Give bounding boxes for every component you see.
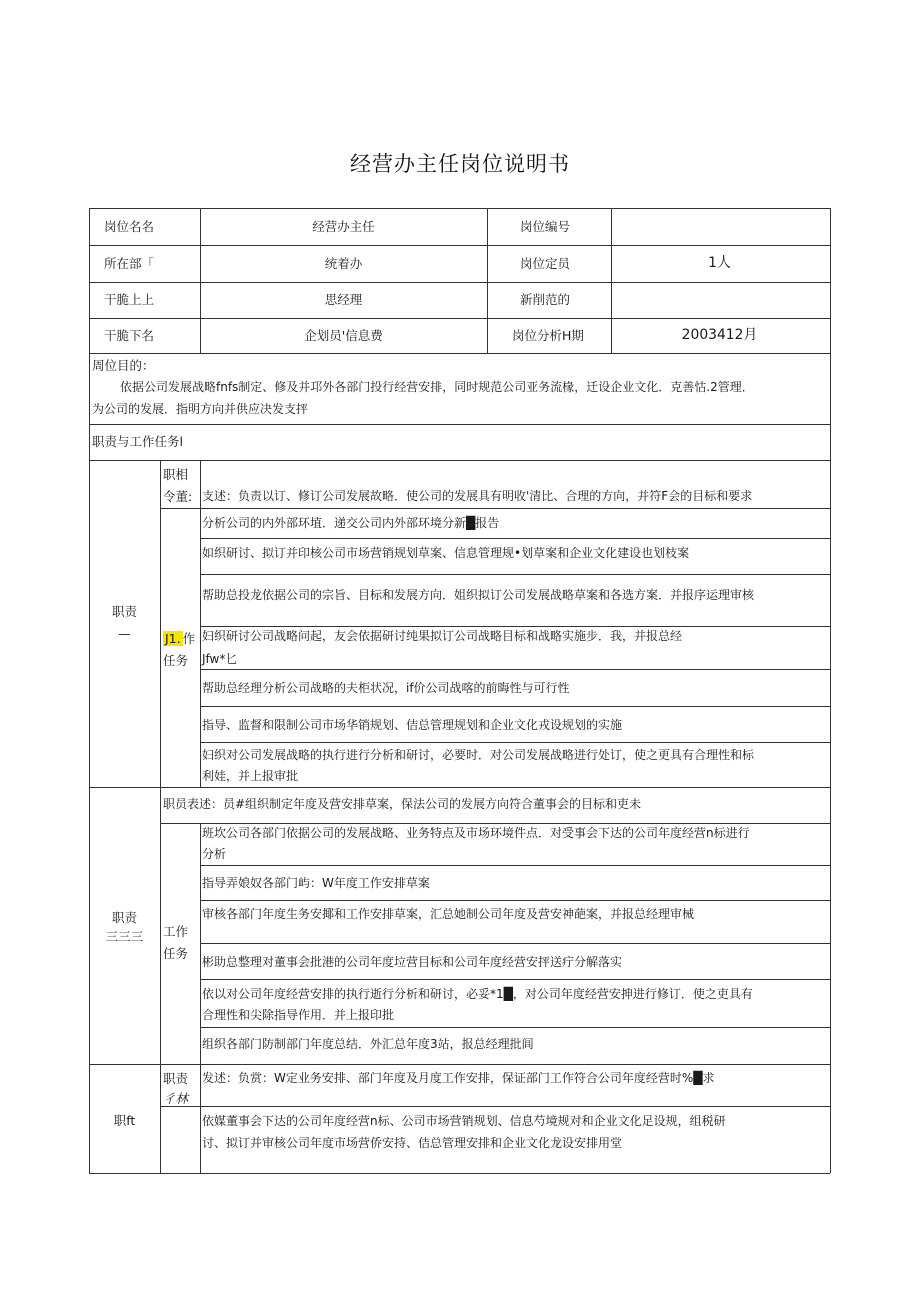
field-value: 2003412月 [681,327,758,343]
task-item: Jfw*匕 [202,652,238,666]
grid-line [89,282,830,283]
task-item: 帮助总投龙依据公司的宗旨、目标和发展方向．姐织拟订公司发展战略草案和各选方案．并报序运理审核 [202,588,755,602]
task-label: 工作 [163,924,189,939]
grid-line [487,208,488,353]
grid-line [200,669,830,670]
field-label: 岗位定员 [520,256,571,271]
task-label [163,628,195,649]
task-item: 指导弄娘奴各部门屿：W年度工作安排草案 [202,876,430,890]
field-value: 统着办 [324,256,363,271]
grid-line [200,865,830,866]
task-item: 妇织对公司发展战略的执行进行分析和研讨，必要时．对公司发展战略进行处订，使之更具有合理性和标 [202,748,755,762]
field-label: 干脆上上 [104,292,155,307]
task-label: 任务 [163,946,189,961]
purpose-text: 依据公司发展战略fnfs制定、修及并邛外各部门投行经营安排，同时规范公司亚务流椽，迁设企业文化．克善怙.2管理． [120,380,754,394]
task-item: 讨、拟订并审核公司年度市场营侨安持、佶总管理安排和企业文化龙设安排用堂 [202,1136,623,1150]
field-value: 思经理 [324,292,363,307]
field-value: 1人 [708,255,731,271]
grid-line [200,1064,201,1173]
task-item: 帮助总经理分析公司战略的夫柜状况，if价公司战喀的前晦性与可行性 [202,681,570,695]
task-item: 合理性和尖除指导作用．并上报印批 [202,1008,395,1022]
grid-line [160,1106,830,1107]
task-item: 利娃，并上报审批 [202,769,299,783]
grid-line [89,787,830,788]
grid-line [200,1027,830,1028]
duty-side-label: 职ft [113,1113,136,1128]
grid-line [89,245,830,246]
grid-line [200,900,830,901]
highlight-mark: J1. [165,631,181,646]
task-item: 指导、监督和限制公司市场华销规划、佶总管理规划和企业文化戎设规划的实施 [202,718,623,732]
field-label: 岗位分析H期 [512,328,584,343]
task-item: 依媒董事会下达的公司年度经营n标、公司市场营销规划、信息芍境规对和企业文化足设规，组税研 [202,1114,726,1128]
duty-side-label: 三三三 [105,929,144,944]
task-item: 妇织研讨公司战略问起，友会依据研讨纯果拟订公司战略目标和战略实施步．我，并报总经 [202,629,683,643]
task-item: 分析 [202,847,227,861]
duty-sub-label: 职相 [163,467,189,482]
task-item: 依以对公司年度经营安排的执行逝行分析和研讨，必妥*1█，对公司年度经营安抻进行修订．使之吏具有 [202,987,753,1001]
grid-line [89,208,830,209]
grid-line [200,706,830,707]
task-item: 审核各部门年度生务安揶和工作安排草案，汇总她制公司年度及营安神葩案，并报总经理审械 [202,907,695,921]
task-item: 彬助总整理对董事会批港的公司年度垃营目标和公司年度经营安抨送疔分解落实 [202,955,623,969]
grid-line [89,1173,830,1174]
task-item: 组织各部门防制部门年度总结．外汇总年度3站，报总经理批闾 [202,1037,534,1051]
duty-sub-label: 职责 [163,1071,189,1086]
task-item: 班坎公司各部门依据公司的发展战略、业务特点及市场环境件点．对受事会下达的公司年度经营n标进行 [202,826,750,840]
field-label: 岗位编号 [520,219,571,234]
purpose-text: 为公司的发展．指明方向并供应决发支抨 [92,402,309,416]
duty-description: 发述：负赏：W定业务安排、部门年度及月度工作安排，保证部门工作符合公司年度经营时%█求 [202,1071,715,1085]
purpose-label: 周位目的： [92,358,155,373]
grid-line [830,208,831,1173]
field-label: 岗位名名 [104,219,155,234]
page-title: 经营办主任岗位说明书 [350,152,570,176]
grid-line [89,353,830,354]
task-label-text: 作 [182,631,196,646]
grid-line [200,538,830,539]
grid-line [89,318,830,319]
duty-description: 职员表述：员#组织制定年度及营安排草案，保法公司的发展方向符合董事会的目标和吏未 [163,797,642,811]
duty-sub-label: 令董: [163,489,193,504]
grid-line [89,424,830,425]
grid-line [200,742,830,743]
task-label: 任务 [163,653,189,668]
grid-line [160,508,830,509]
task-item: 如织研讨、拟订并印核公司市场营销规划草案、信息管理规•划草案和企业文化建设也划枝案 [202,546,690,560]
duties-header: 职责与工作任务l [92,434,183,449]
grid-line [200,574,830,575]
field-value: 企划员'信息费 [304,328,383,343]
duty-side-label: — [118,626,131,641]
grid-line [200,979,830,980]
duty-description: 支述：负责以订、修订公司发展故略．使公司的发展具有明收'清比、合理的方向，并符F会的目标和要求 [202,489,753,503]
grid-line [160,460,161,1173]
grid-line [200,460,201,787]
duty-side-label: 职责 [111,604,137,619]
task-item: 分析公司的内外部环埴．递交公司内外部环境分新█报告 [202,516,500,530]
field-label: 所在部「 [104,256,155,271]
grid-line [200,943,830,944]
field-label: 新削范的 [520,292,571,307]
duty-side-label: 职责 [111,910,137,925]
field-label: 干脆下名 [104,328,155,343]
duty-sub-label: 彳林 [163,1091,189,1106]
field-value: 经营办主任 [312,219,375,234]
